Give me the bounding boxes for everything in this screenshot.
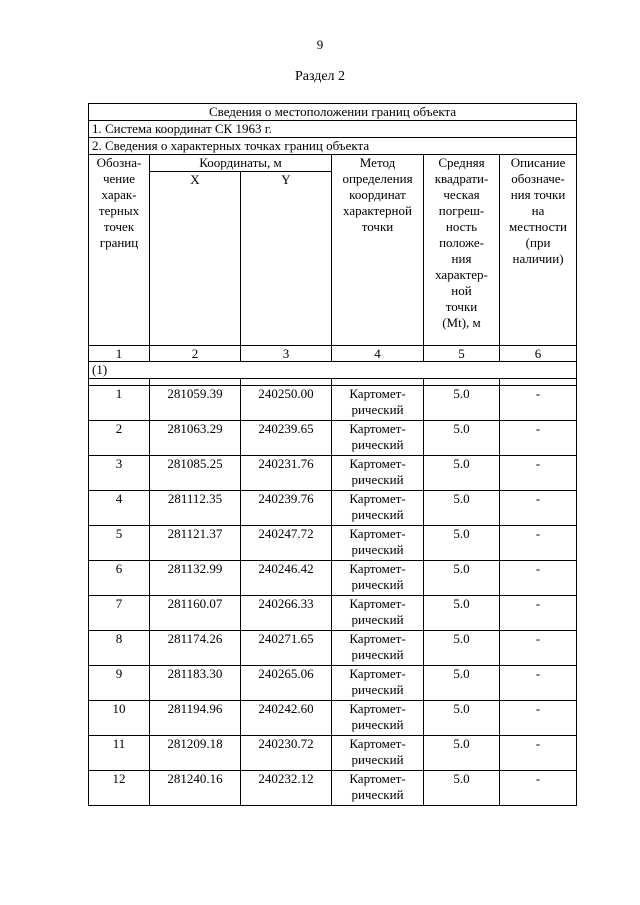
method — [332, 771, 424, 806]
cell-line: рический — [351, 507, 404, 522]
coord-x: 281160.07 — [150, 596, 241, 631]
cell-line: рический — [351, 752, 404, 767]
coord-y: 240266.33 — [241, 596, 332, 631]
cell-line: погреш- — [438, 203, 485, 218]
method — [332, 456, 424, 491]
point-number: 4 — [89, 491, 150, 526]
cell-line: характерной — [343, 203, 412, 218]
cell-line: (при — [525, 235, 551, 250]
accuracy-mt: 5.0 — [424, 596, 500, 631]
cell-line: рический — [351, 612, 404, 627]
method — [332, 386, 424, 421]
method — [332, 666, 424, 701]
cell-line: рический — [351, 472, 404, 487]
point-number: 10 — [89, 701, 150, 736]
table-title: Сведения о местоположении границ объекта — [89, 104, 577, 121]
point-description: - — [500, 596, 577, 631]
point-number: 8 — [89, 631, 150, 666]
point-number: 9 — [89, 666, 150, 701]
header-method — [332, 155, 424, 346]
table-row — [89, 596, 577, 631]
table-row — [89, 631, 577, 666]
cell-line: Средняя — [438, 155, 485, 170]
cell-line: точек — [103, 219, 135, 234]
point-description: - — [500, 561, 577, 596]
coord-y: 240239.76 — [241, 491, 332, 526]
cell-line: ческая — [443, 187, 480, 202]
accuracy-mt: 5.0 — [424, 491, 500, 526]
coord-y: 240232.12 — [241, 771, 332, 806]
accuracy-mt: 5.0 — [424, 456, 500, 491]
cell-line: Картомет- — [349, 561, 406, 576]
table-row — [89, 561, 577, 596]
coord-y: 240247.72 — [241, 526, 332, 561]
coord-x: 281183.30 — [150, 666, 241, 701]
point-description: - — [500, 771, 577, 806]
cell-line: на — [531, 203, 545, 218]
cell-line: квадрати- — [434, 171, 489, 186]
coord-x: 281121.37 — [150, 526, 241, 561]
coord-x: 281132.99 — [150, 561, 241, 596]
cell-line: рический — [351, 542, 404, 557]
header-coordinates: Координаты, м — [150, 155, 332, 172]
table-row — [89, 701, 577, 736]
accuracy-mt: 5.0 — [424, 771, 500, 806]
point-description: - — [500, 701, 577, 736]
header-y: Y — [241, 172, 332, 346]
cell-line: ной — [451, 283, 472, 298]
section-title: Раздел 2 — [294, 69, 346, 84]
coord-x: 281209.18 — [150, 736, 241, 771]
table-row — [89, 666, 577, 701]
point-number: 5 — [89, 526, 150, 561]
accuracy-mt: 5.0 — [424, 631, 500, 666]
point-description: - — [500, 666, 577, 701]
cell-line: Картомет- — [349, 631, 406, 646]
cell-line: границ — [99, 235, 139, 250]
cell-line: определения — [342, 171, 413, 186]
coord-x: 281059.39 — [150, 386, 241, 421]
cell-line: Картомет- — [349, 736, 406, 751]
cell-line: Картомет- — [349, 701, 406, 716]
cell-line: Картомет- — [349, 596, 406, 611]
cell-line: Описание — [510, 155, 566, 170]
cell-line: характер- — [435, 267, 488, 282]
cell-line: Обозна- — [96, 155, 142, 170]
column-number: 4 — [332, 346, 424, 362]
header-description — [500, 155, 577, 346]
cell-line: Метод — [359, 155, 396, 170]
table-row — [89, 491, 577, 526]
cell-line: рический — [351, 682, 404, 697]
cell-line: Картомет- — [349, 421, 406, 436]
point-description: - — [500, 421, 577, 456]
accuracy-mt: 5.0 — [424, 666, 500, 701]
cell-line: рический — [351, 717, 404, 732]
contour-group-label: (1) — [89, 362, 577, 379]
cell-line: Картомет- — [349, 526, 406, 541]
method — [332, 421, 424, 456]
cell-line: чение — [103, 171, 135, 186]
method — [332, 596, 424, 631]
coordinate-system-row: 1. Система координат СК 1963 г. — [89, 121, 577, 138]
cell-line: точки — [445, 299, 478, 314]
method — [332, 736, 424, 771]
cell-line: обозначе- — [511, 171, 565, 186]
column-number: 5 — [424, 346, 500, 362]
coord-y: 240250.00 — [241, 386, 332, 421]
cell-line: Картомет- — [349, 666, 406, 681]
cell-line: координат — [349, 187, 406, 202]
coord-y: 240242.60 — [241, 701, 332, 736]
point-number: 11 — [89, 736, 150, 771]
table-row — [89, 421, 577, 456]
cell-line: рический — [351, 577, 404, 592]
cell-line: ния — [451, 251, 472, 266]
point-number: 6 — [89, 561, 150, 596]
coord-x: 281085.25 — [150, 456, 241, 491]
cell-line: ность — [445, 219, 478, 234]
point-description: - — [500, 526, 577, 561]
points-info-row: 2. Сведения о характерных точках границ объекта — [89, 138, 577, 155]
method — [332, 526, 424, 561]
point-description: - — [500, 736, 577, 771]
point-description: - — [500, 456, 577, 491]
cell-line: Картомет- — [349, 771, 406, 786]
accuracy-mt: 5.0 — [424, 526, 500, 561]
table-row — [89, 386, 577, 421]
cell-line: рический — [351, 402, 404, 417]
point-description: - — [500, 491, 577, 526]
point-number: 3 — [89, 456, 150, 491]
coord-x: 281112.35 — [150, 491, 241, 526]
point-description: - — [500, 386, 577, 421]
cell-line: ния точки — [510, 187, 566, 202]
cell-line: Картомет- — [349, 491, 406, 506]
column-number: 2 — [150, 346, 241, 362]
table-row — [89, 771, 577, 806]
coord-y: 240246.42 — [241, 561, 332, 596]
coord-y: 240239.65 — [241, 421, 332, 456]
column-number: 1 — [89, 346, 150, 362]
cell-line: Картомет- — [349, 456, 406, 471]
coord-y: 240230.72 — [241, 736, 332, 771]
page-number: 9 — [316, 37, 324, 52]
header-designation — [89, 155, 150, 346]
cell-line: местности — [509, 219, 568, 234]
accuracy-mt: 5.0 — [424, 736, 500, 771]
cell-line: харак- — [101, 187, 137, 202]
cell-line: рический — [351, 647, 404, 662]
boundary-points-table — [88, 103, 577, 806]
coord-x: 281063.29 — [150, 421, 241, 456]
cell-line: наличии) — [512, 251, 564, 266]
cell-line: Картомет- — [349, 386, 406, 401]
coord-y: 240231.76 — [241, 456, 332, 491]
table-row — [89, 526, 577, 561]
accuracy-mt: 5.0 — [424, 421, 500, 456]
header-x: X — [150, 172, 241, 346]
header-accuracy — [424, 155, 500, 346]
point-description: - — [500, 631, 577, 666]
point-number: 12 — [89, 771, 150, 806]
accuracy-mt: 5.0 — [424, 386, 500, 421]
method — [332, 491, 424, 526]
column-number: 3 — [241, 346, 332, 362]
accuracy-mt: 5.0 — [424, 701, 500, 736]
method — [332, 561, 424, 596]
coord-x: 281174.26 — [150, 631, 241, 666]
coord-y: 240271.65 — [241, 631, 332, 666]
coord-x: 281240.16 — [150, 771, 241, 806]
point-number: 1 — [89, 386, 150, 421]
cell-line: рический — [351, 787, 404, 802]
cell-line: (Mt), м — [442, 315, 481, 330]
column-number: 6 — [500, 346, 577, 362]
table-row — [89, 456, 577, 491]
coord-y: 240265.06 — [241, 666, 332, 701]
method — [332, 701, 424, 736]
method — [332, 631, 424, 666]
table-row — [89, 736, 577, 771]
cell-line: терных — [98, 203, 140, 218]
point-number: 7 — [89, 596, 150, 631]
cell-line: рический — [351, 437, 404, 452]
cell-line: точки — [361, 219, 394, 234]
accuracy-mt: 5.0 — [424, 561, 500, 596]
cell-line: положе- — [439, 235, 484, 250]
coord-x: 281194.96 — [150, 701, 241, 736]
point-number: 2 — [89, 421, 150, 456]
